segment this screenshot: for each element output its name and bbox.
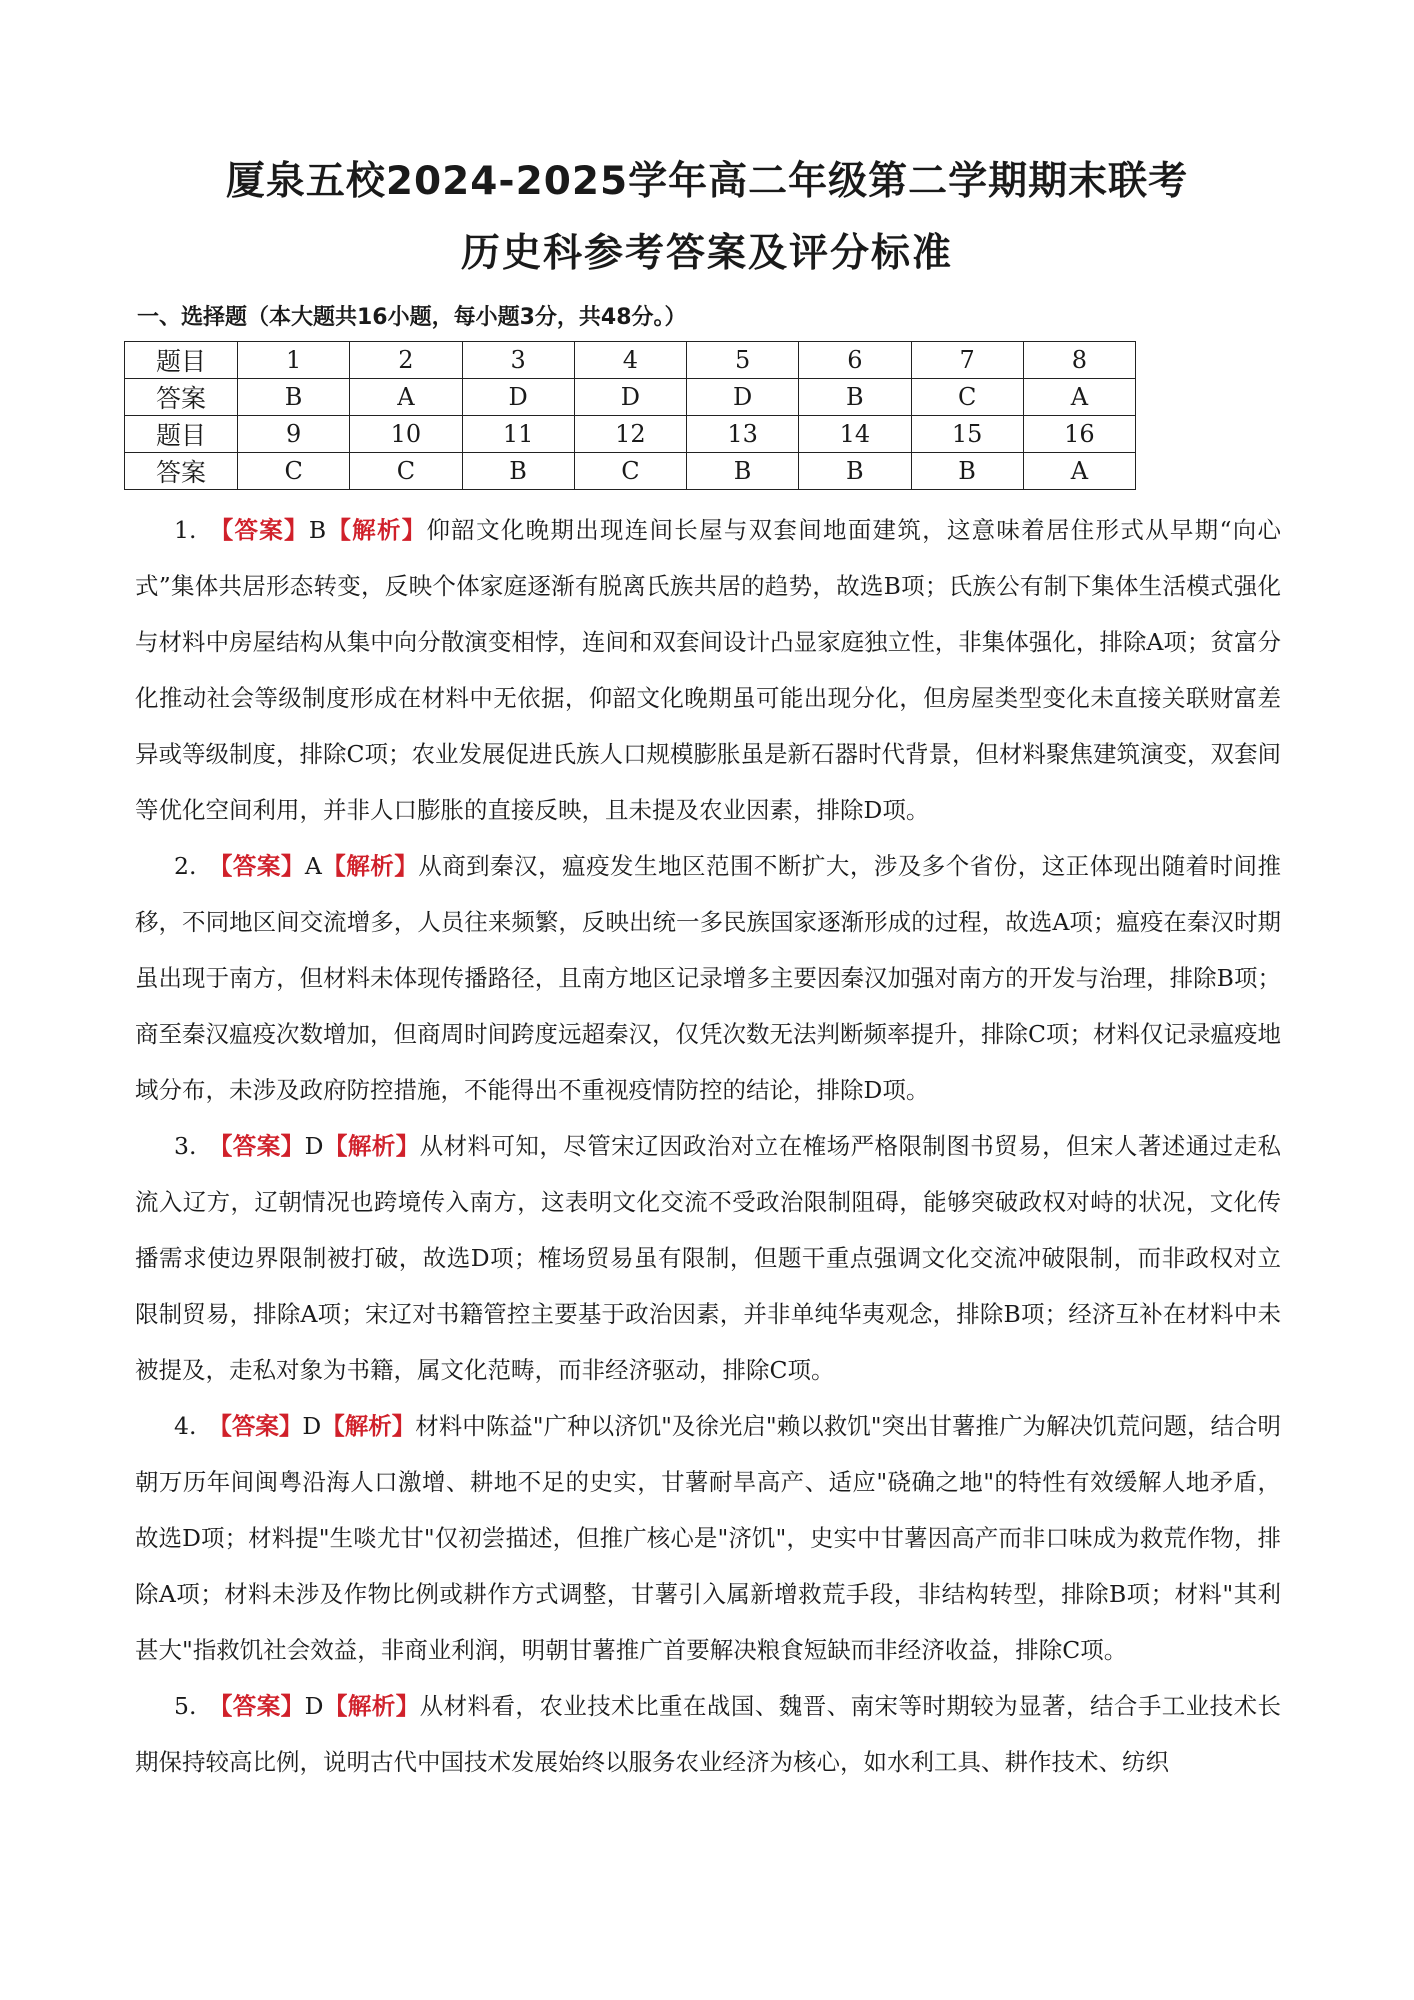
- table-cell: A: [1023, 379, 1135, 416]
- explanation-item: [135, 1118, 1281, 1398]
- explanation-text: 材料中陈益"广种以济饥"及徐光启"赖以救饥"突出甘薯推广为解决饥荒问题，结合明朝万历年间闽粤沿海人口激增、耕地不足的史实，甘薯耐旱高产、适应"硗确之地"的特性有效缓解人地矛盾，故选D项；材料提"生啖尤甘"仅初尝描述，但推广核心是"济饥"，史实中甘薯因高产而非口味成为救荒作物，排除A项；材料未涉及作物比例或耕作方式调整，甘薯引入属新增救荒手段，非结构转型，排除B项；材料"其利甚大"指救饥社会效益，非商业利润，明朝甘薯推广首要解决粮食短缺而非经济收益，排除C项。: [135, 1412, 1282, 1664]
- explanation-text: 从材料看，农业技术比重在战国、魏晋、南宋等时期较为显著，结合手工业技术长期保持较高比例，说明古代中国技术发展始终以服务农业经济为核心，如水利工具、耕作技术、纺织: [135, 1692, 1282, 1776]
- answer-letter: A: [304, 852, 322, 880]
- table-cell: 16: [1023, 416, 1135, 453]
- table-cell: B: [462, 453, 574, 490]
- analysis-tag: 【解析】: [323, 1132, 420, 1160]
- explanation-text: 从商到秦汉，瘟疫发生地区范围不断扩大，涉及多个省份，这正体现出随着时间推移，不同地区间交流增多，人员往来频繁，反映出统一多民族国家逐渐形成的过程，故选A项；瘟疫在秦汉时期虽出现于南方，但材料未体现传播路径，且南方地区记录增多主要因秦汉加强对南方的开发与治理，排除B项；商至秦汉瘟疫次数增加，但商周时间跨度远超秦汉，仅凭次数无法判断频率提升，排除C项；材料仅记录瘟疫地域分布，未涉及政府防控措施，不能得出不重视疫情防控的结论，排除D项。: [135, 852, 1282, 1104]
- table-cell: B: [687, 453, 799, 490]
- answer-letter: D: [304, 1132, 324, 1160]
- analysis-tag: 【解析】: [321, 1412, 416, 1440]
- table-cell: A: [1023, 453, 1135, 490]
- table-cell: 12: [574, 416, 686, 453]
- document-title: 厦泉五校2024-2025学年高二年级第二学期期末联考: [225, 159, 1189, 204]
- analysis-tag: 【解析】: [326, 516, 427, 544]
- table-row-questions-1: [125, 342, 1136, 379]
- question-number: 3.: [174, 1132, 197, 1160]
- table-cell: 5: [687, 342, 799, 379]
- question-number: 4.: [174, 1412, 197, 1440]
- question-number: 2.: [174, 852, 197, 880]
- table-cell: D: [574, 379, 686, 416]
- answer-tag: 【答案】: [208, 852, 305, 880]
- table-cell: 1: [238, 342, 350, 379]
- table-cell: C: [238, 453, 350, 490]
- table-cell: D: [687, 379, 799, 416]
- question-number: 5.: [174, 1692, 197, 1720]
- table-cell: C: [911, 379, 1023, 416]
- table-cell: B: [911, 453, 1023, 490]
- explanation-text: 仰韶文化晚期出现连间长屋与双套间地面建筑，这意味着居住形式从早期“向心式”集体共居形态转变，反映个体家庭逐渐有脱离氏族共居的趋势，故选B项；氏族公有制下集体生活模式强化与材料中房屋结构从集中向分散演变相悖，连间和双套间设计凸显家庭独立性，非集体强化，排除A项；贫富分化推动社会等级制度形成在材料中无依据，仰韶文化晚期虽可能出现分化，但房屋类型变化未直接关联财富差异或等级制度，排除C项；农业发展促进氏族人口规模膨胀虽是新石器时代背景，但材料聚焦建筑演变，双套间等优化空间利用，并非人口膨胀的直接反映，且未提及农业因素，排除D项。: [135, 516, 1282, 824]
- table-cell: 2: [350, 342, 462, 379]
- table-cell: C: [574, 453, 686, 490]
- table-cell: 3: [462, 342, 574, 379]
- table-cell: 4: [574, 342, 686, 379]
- table-cell: 7: [911, 342, 1023, 379]
- row-label: 题目: [125, 342, 238, 379]
- explanation-item: [135, 502, 1281, 838]
- explanation-list: [135, 502, 1281, 1790]
- table-cell: 8: [1023, 342, 1135, 379]
- answer-tag: 【答案】: [208, 516, 309, 544]
- table-row-answers-1: [125, 379, 1136, 416]
- table-cell: 11: [462, 416, 574, 453]
- table-cell: A: [350, 379, 462, 416]
- table-cell: 10: [350, 416, 462, 453]
- explanation-text: 从材料可知，尽管宋辽因政治对立在榷场严格限制图书贸易，但宋人著述通过走私流入辽方，辽朝情况也跨境传入南方，这表明文化交流不受政治限制阻碍，能够突破政权对峙的状况，文化传播需求使边界限制被打破，故选D项；榷场贸易虽有限制，但题干重点强调文化交流冲破限制，而非政权对立限制贸易，排除A项；宋辽对书籍管控主要基于政治因素，并非单纯华夷观念，排除B项；经济互补在材料中未被提及，走私对象为书籍，属文化范畴，而非经济驱动，排除C项。: [135, 1132, 1282, 1384]
- analysis-tag: 【解析】: [323, 1692, 420, 1720]
- answer-tag: 【答案】: [208, 1132, 305, 1160]
- table-cell: B: [799, 379, 911, 416]
- explanation-item: [135, 838, 1281, 1118]
- table-cell: B: [238, 379, 350, 416]
- row-label: 答案: [125, 453, 238, 490]
- table-cell: 14: [799, 416, 911, 453]
- answer-table: [124, 341, 1136, 490]
- section-heading-multiple-choice: 一、选择题（本大题共16小题，每小题3分，共48分。）: [137, 305, 687, 330]
- table-cell: 9: [238, 416, 350, 453]
- analysis-tag: 【解析】: [321, 852, 419, 880]
- answer-letter: D: [304, 1692, 324, 1720]
- table-cell: 15: [911, 416, 1023, 453]
- answer-tag: 【答案】: [208, 1692, 305, 1720]
- table-row-questions-2: [125, 416, 1136, 453]
- explanation-item: [135, 1398, 1281, 1678]
- answer-letter: B: [308, 516, 327, 544]
- answer-letter: D: [302, 1412, 322, 1440]
- table-cell: 13: [687, 416, 799, 453]
- table-cell: D: [462, 379, 574, 416]
- document-subtitle: 历史科参考答案及评分标准: [460, 231, 953, 276]
- table-cell: 6: [799, 342, 911, 379]
- answer-tag: 【答案】: [208, 1412, 303, 1440]
- row-label: 答案: [125, 379, 238, 416]
- table-row-answers-2: [125, 453, 1136, 490]
- table-cell: B: [799, 453, 911, 490]
- row-label: 题目: [125, 416, 238, 453]
- question-number: 1.: [174, 516, 197, 544]
- explanation-item: [135, 1678, 1281, 1790]
- table-cell: C: [350, 453, 462, 490]
